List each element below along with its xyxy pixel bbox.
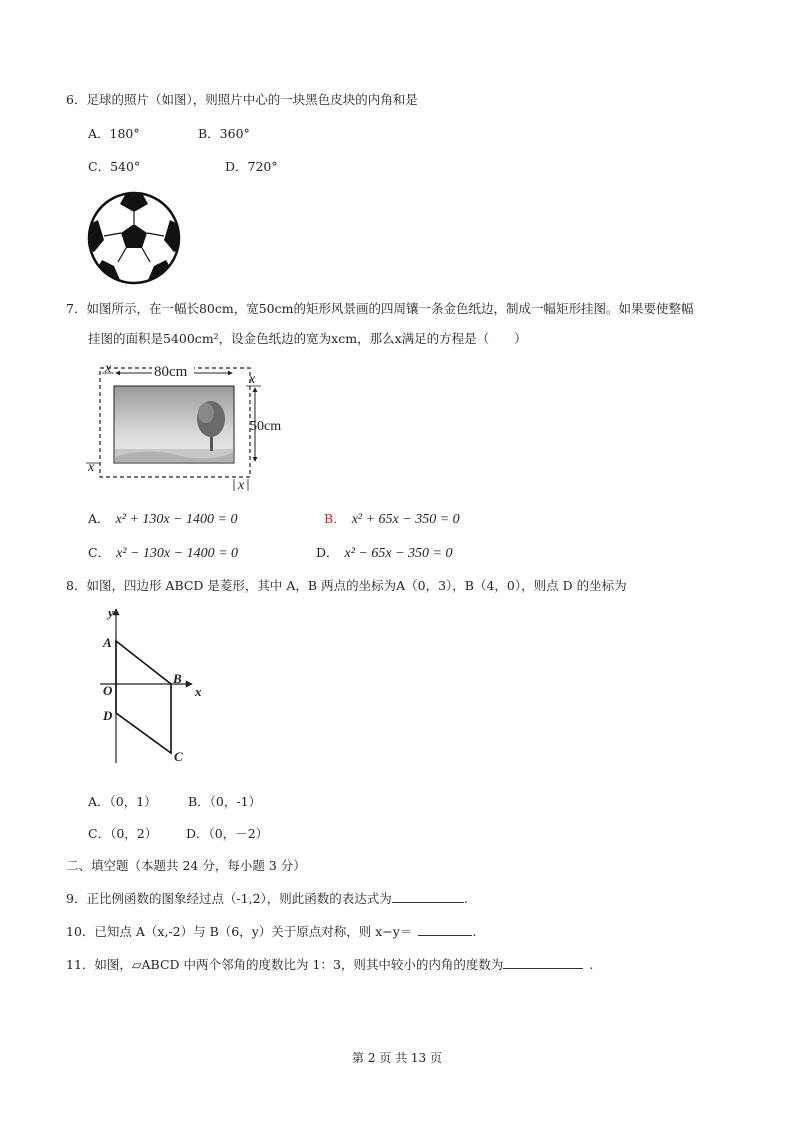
q7-label-x-bottom: x (238, 478, 245, 493)
q6-stem: 6．足球的照片（如图），则照片中心的一块黑色皮块的内角和是 (66, 92, 418, 107)
q6-option-d: D．720° (225, 159, 278, 174)
q7-label-x-left: x (88, 460, 95, 475)
q8-option-b: B．（0，-1） (188, 794, 262, 809)
q9-answer-blank[interactable] (392, 890, 464, 903)
page-footer: 第 2 页 共 13 页 (352, 1051, 442, 1065)
q7-option-a: A． x² + 130x − 1400 = 0 (88, 511, 238, 527)
q8-label-a: A (103, 635, 112, 650)
q8-label-x: x (195, 684, 202, 699)
q8-option-a: A．（0，1） (88, 794, 157, 809)
q8-label-d: D (103, 708, 113, 723)
q8-label-b: B (173, 671, 182, 686)
q8-rhombus-figure (96, 603, 216, 773)
q8-label-o: O (103, 683, 113, 698)
q11-answer-blank[interactable] (503, 956, 583, 969)
q8-option-c: C．（0，2） (88, 826, 158, 841)
q7-label-50cm: 50cm (250, 419, 282, 434)
q6-option-b: B．360° (198, 126, 250, 141)
q8-option-d: D．（0，－2） (186, 826, 269, 841)
q10: 10．已知点 A（x,-2）与 B（6，y）关于原点对称，则 x−y＝ . (66, 924, 477, 939)
q9: 9．正比例函数的图象经过点（-1,2），则此函数的表达式为 . (66, 891, 468, 906)
q6-option-a: A．180° (88, 126, 140, 141)
q7-option-d: D． x² − 65x − 350 = 0 (316, 545, 453, 561)
q7-label-80cm: 80cm (154, 364, 188, 380)
q8-stem: 8．如图，四边形 ABCD 是菱形，其中 A，B 两点的坐标为A（0，3），B（4，0），则点 D 的坐标为 (66, 578, 627, 593)
q7-stem-line1: 7．如图所示，在一幅长80cm，宽50cm的矩形风景画的四周镶一条金色纸边，制成一幅矩形挂图。如果要使整幅 (66, 301, 694, 316)
q8-label-y: y (108, 605, 114, 620)
q6-option-c: C．540° (88, 159, 141, 174)
q7-stem-line2: 挂图的面积是5400cm²，设金色纸边的宽为xcm，那么x满足的方程是（ ） (88, 331, 527, 346)
q7-option-b: B． x² + 65x − 350 = 0 (324, 511, 460, 527)
q7-frame-figure (86, 357, 296, 495)
soccer-ball-figure (86, 190, 182, 286)
q7-label-x-right: x (249, 372, 256, 387)
q7-label-x-topleft: x (105, 361, 112, 376)
q8-label-c: C (174, 749, 183, 764)
q7-option-c: C． x² − 130x − 1400 = 0 (88, 545, 239, 561)
q10-answer-blank[interactable] (418, 923, 472, 936)
section-2-title: 二、填空题（本题共 24 分，每小题 3 分） (66, 858, 306, 873)
q11: 11．如图，▱ABCD 中两个邻角的度数比为 1：3，则其中较小的内角的度数为 . (66, 957, 594, 972)
